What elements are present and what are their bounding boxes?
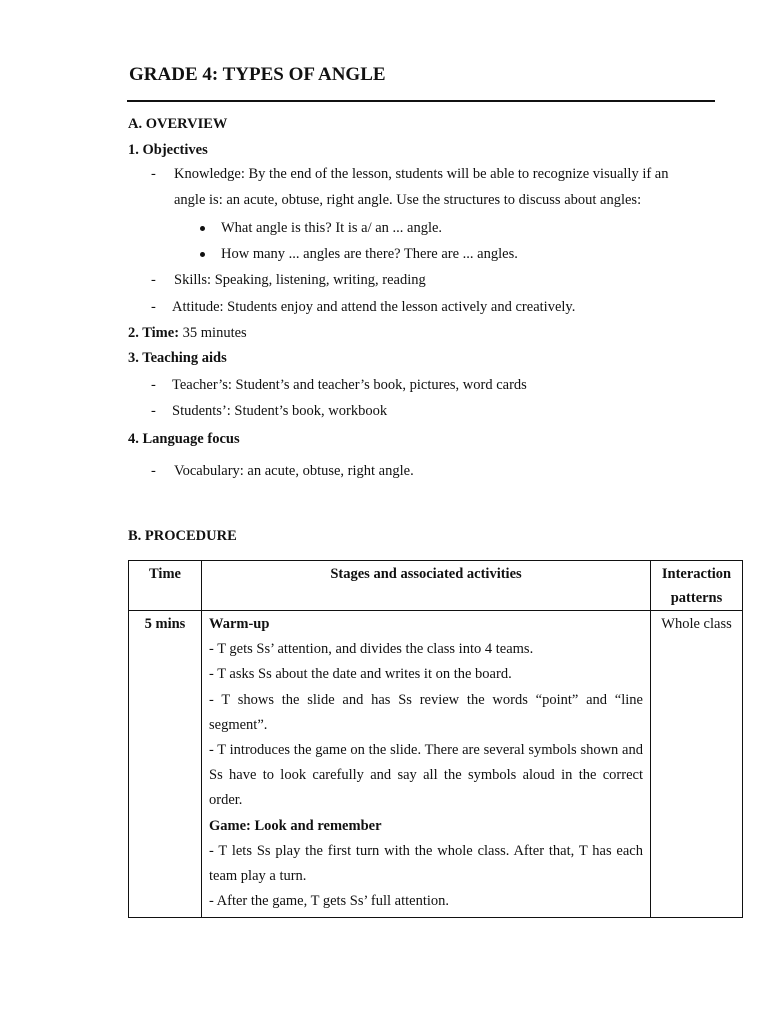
dash-marker: - (151, 166, 156, 182)
title-underline (127, 100, 715, 102)
column-header-time: Time (129, 561, 202, 611)
activity-item: - T asks Ss about the date and writes it on the board. (209, 666, 512, 683)
stage-title: Warm-up (209, 616, 270, 632)
time-value: 35 minutes (182, 325, 247, 341)
activity-item: - After the game, T gets Ss’ full attention. (209, 893, 450, 910)
aids-heading: 3. Teaching aids (128, 350, 227, 366)
time-line (128, 325, 247, 342)
row-stages (202, 611, 651, 918)
dash-marker: - (151, 403, 156, 419)
attitude-item: Attitude: Students enjoy and attend the lesson actively and creatively. (172, 299, 576, 315)
dash-marker: - (151, 299, 156, 315)
aids-item: Teacher’s: Student’s and teacher’s book, pictures, word cards (172, 377, 527, 393)
document-title: GRADE 4: TYPES OF ANGLE (129, 64, 386, 85)
skills-item: Skills: Speaking, listening, writing, reading (174, 272, 426, 288)
table-header-row (129, 561, 743, 611)
column-header-interaction: Interaction patterns (651, 561, 743, 611)
structure-item: What angle is this? It is a/ an ... angle. (221, 220, 443, 236)
activity-item: - T lets Ss play the first turn with the whole class. After that, T has each team play a turn. (209, 842, 643, 885)
procedure-table (128, 560, 743, 918)
language-heading: 4. Language focus (128, 431, 240, 447)
vocabulary-item: Vocabulary: an acute, obtuse, right angle. (174, 463, 414, 479)
structure-item: How many ... angles are there? There are ... angles. (221, 246, 518, 262)
row-interaction: Whole class (651, 611, 743, 918)
bullet-icon (200, 252, 205, 257)
activity-item: - T gets Ss’ attention, and divides the class into 4 teams. (209, 641, 534, 658)
dash-marker: - (151, 377, 156, 393)
aids-item: Students’: Student’s book, workbook (172, 403, 388, 419)
knowledge-line-2: angle is: an acute, obtuse, right angle. Use the structures to discuss about angles: (174, 192, 642, 208)
dash-marker: - (151, 272, 156, 288)
activity-item: - T introduces the game on the slide. There are several symbols shown and Ss have to look carefully and say all the symbols aloud in the correct order. (209, 742, 643, 809)
table-row (129, 611, 743, 918)
knowledge-line-1: Knowledge: By the end of the lesson, students will be able to recognize visually if an (174, 166, 669, 182)
dash-marker: - (151, 463, 156, 479)
bullet-icon (200, 226, 205, 231)
game-title: Game: Look and remember (209, 817, 382, 834)
row-time: 5 mins (129, 611, 202, 918)
activity-item: - T shows the slide and has Ss review the words “point” and “line segment”. (209, 691, 643, 733)
time-label: 2. Time: (128, 325, 180, 341)
overview-heading: A. OVERVIEW (128, 116, 228, 132)
objectives-heading: 1. Objectives (128, 142, 208, 158)
procedure-heading: B. PROCEDURE (128, 528, 237, 544)
column-header-stages: Stages and associated activities (202, 561, 651, 611)
